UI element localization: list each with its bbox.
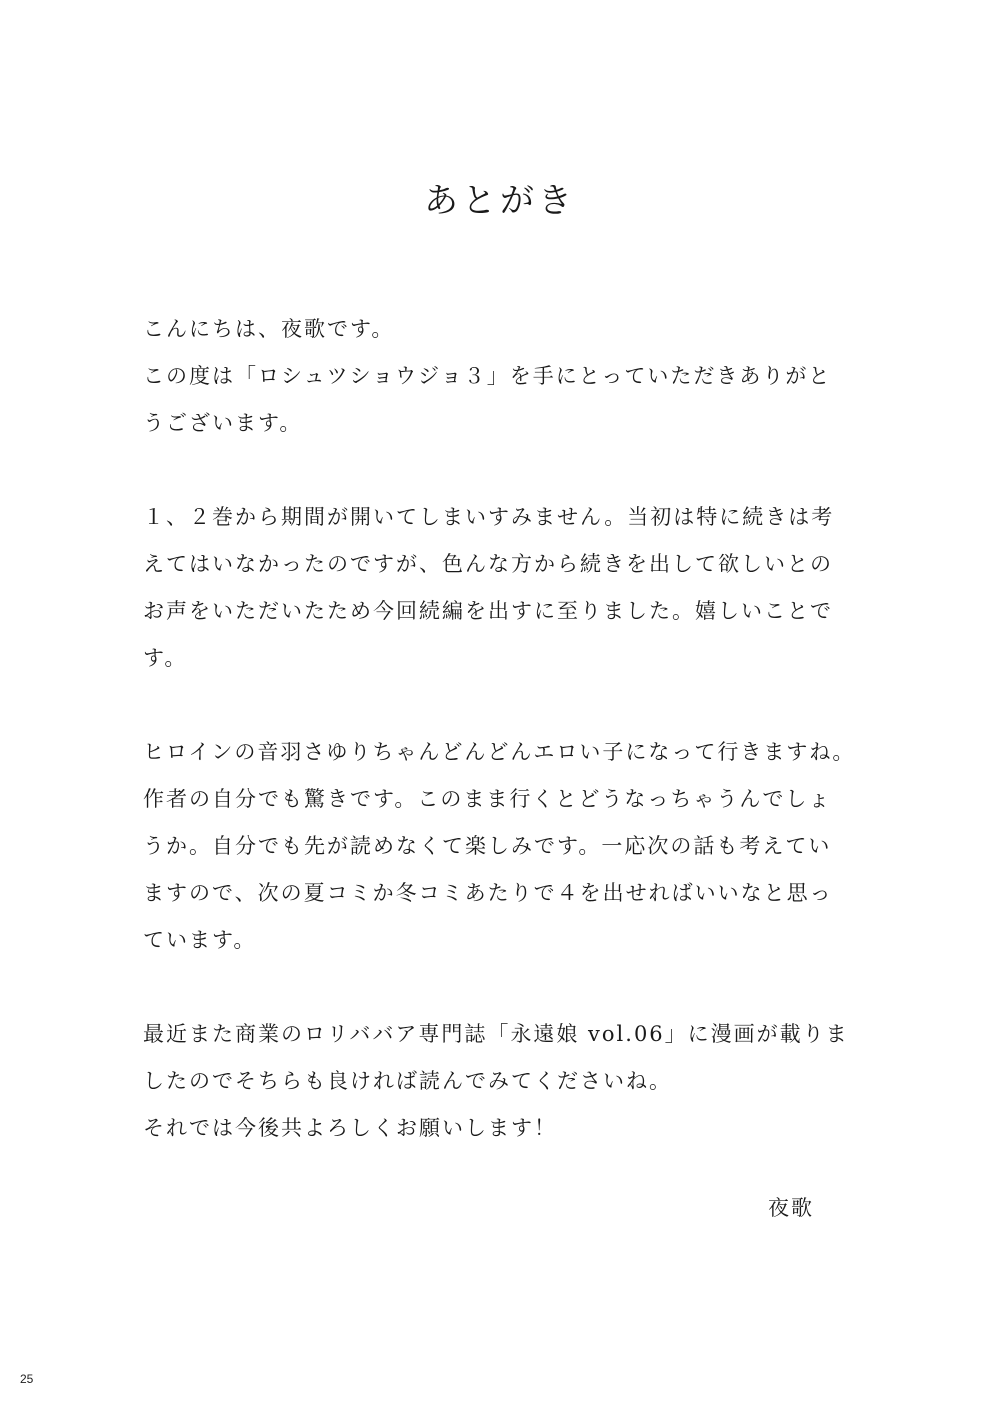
text-line: したのでそちらも良ければ読んでみてくださいね。 xyxy=(143,1069,672,1093)
afterword-body xyxy=(143,306,856,1152)
text-line: こんにちは、夜歌です。 xyxy=(143,317,395,341)
text-line: うございます。 xyxy=(143,411,303,435)
text-line: この度は「ロシュツショウジョ３」を手にとっていただきありがと xyxy=(143,364,832,388)
page-number: 25 xyxy=(20,1372,34,1386)
paragraph-spacer xyxy=(143,447,843,494)
paragraph-spacer xyxy=(143,682,843,729)
text-line: 最近また商業のロリババア専門誌「永遠娘 vol.06」に漫画が載りま xyxy=(143,1022,849,1046)
paragraph-heroine xyxy=(143,729,856,964)
text-line: 作者の自分でも驚きです。このまま行くとどうなっちゃうんでしょ xyxy=(143,787,832,811)
paragraph-greeting xyxy=(143,306,843,447)
text-line: ヒロインの音羽さゆりちゃんどんどんエロい子になって行きますね。 xyxy=(143,740,856,764)
paragraph-sequel xyxy=(143,494,843,682)
text-line: ますので、次の夏コミか冬コミあたりで４を出せればいいなと思っ xyxy=(143,881,833,905)
text-line: えてはいなかったのですが、色んな方から続きを出して欲しいとの xyxy=(143,552,833,576)
author-signature: 夜歌 xyxy=(768,1196,814,1220)
text-line: １、２巻から期間が開いてしまいすみません。当初は特に続きは考 xyxy=(143,505,835,529)
text-line: うか。自分でも先が読めなくて楽しみです。一応次の話も考えてい xyxy=(143,834,832,858)
paragraph-closing xyxy=(143,1011,849,1152)
text-line: それでは今後共よろしくお願いします！ xyxy=(143,1116,557,1140)
page-title: あとがき xyxy=(424,181,576,221)
text-line: す。 xyxy=(143,646,188,670)
paragraph-spacer xyxy=(143,964,843,1011)
text-line: ています。 xyxy=(143,928,257,952)
text-line: お声をいただいたため今回続編を出すに至りました。嬉しいことで xyxy=(143,599,833,623)
